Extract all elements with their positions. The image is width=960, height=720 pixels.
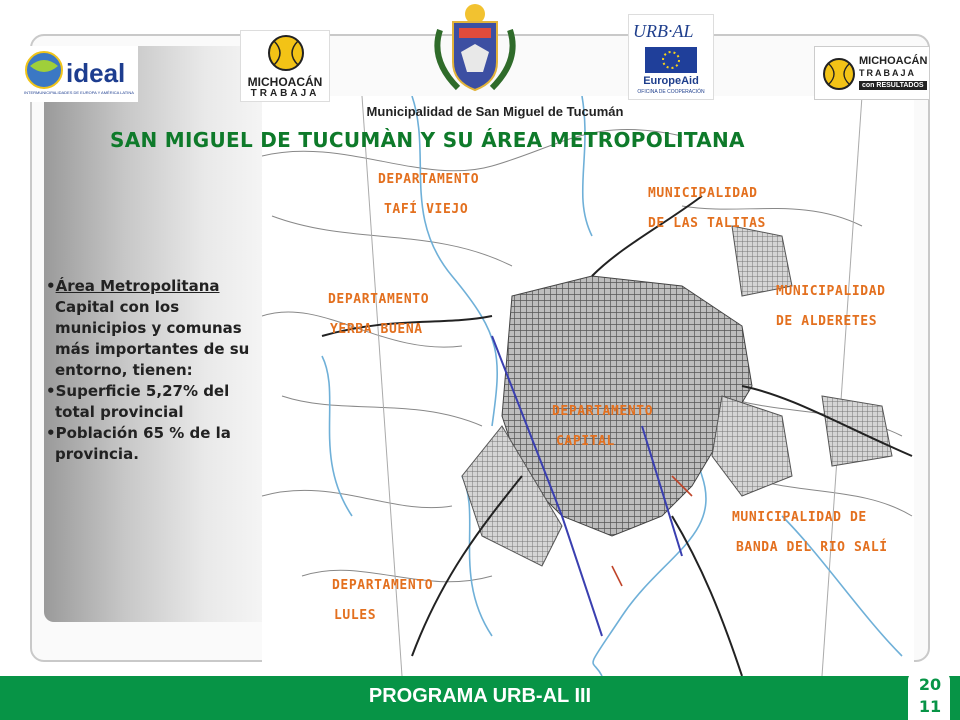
metro-area-summary <box>46 276 268 465</box>
program-name: PROGRAMA URB-AL III <box>368 685 592 707</box>
coat-of-arms-icon <box>428 0 522 96</box>
bullet-area-metropolitana: •Área Metropolitana Capital con los municipios y comunas más importantes de su entorno, tienen: <box>46 277 250 379</box>
label-lules-2: LULES <box>334 608 377 623</box>
europeaid-text: EuropeAid <box>643 75 699 87</box>
tucuman-coat-of-arms <box>428 0 522 96</box>
label-banda-rio-sali-2: BANDA DEL RIO SALÍ <box>736 540 888 555</box>
ideal-logo <box>22 46 138 102</box>
ideal-logo-subtext: INTERMUNICIPALIDADES DE EUROPA Y AMÉRICA LATINA <box>24 90 134 95</box>
michoacan-logo-line2: TRABAJA <box>250 88 320 99</box>
michoacan-logo-line1: MICHOACÁN <box>247 75 323 89</box>
bullet-body: Capital con los municipios y comunas más importantes de su entorno, tienen: <box>55 298 250 379</box>
bullet-superficie-text: Superficie 5,27% del total provincial <box>55 382 230 421</box>
label-las-talitas-1: MUNICIPALIDAD <box>648 186 758 201</box>
bullet-poblacion-text: Población 65 % de la provincia. <box>55 424 231 463</box>
label-capital-2: CAPITAL <box>556 434 615 449</box>
label-yerba-buena-1: DEPARTAMENTO <box>328 292 430 307</box>
tennis-ball-icon <box>821 56 857 92</box>
ideal-logo-text: ideal <box>66 58 126 88</box>
eu-flag-icon <box>645 47 697 73</box>
label-tafi-viejo-2: TAFÍ VIEJO <box>384 202 469 217</box>
label-lules-1: DEPARTAMENTO <box>332 578 434 593</box>
page-title: SAN MIGUEL DE TUCUMÀN Y SU ÁREA METROPOLITANA <box>110 128 745 152</box>
label-yerba-buena-2: YERBA BUENA <box>330 322 423 337</box>
bullet-superficie: •Superficie 5,27% del total provincial <box>46 382 230 421</box>
europeaid-subtext: OFICINA DE COOPERACIÓN <box>637 89 705 95</box>
michoacan-trabaja-logo <box>240 30 330 102</box>
label-alderetes-2: DE ALDERETES <box>776 314 878 329</box>
michoacan2-line3: con RESULTADOS <box>859 81 927 90</box>
year-label <box>912 674 948 718</box>
michoacan2-line2: TRABAJA <box>859 68 917 78</box>
urbal-logo-text: URB·AL <box>633 21 694 41</box>
michoacan-con-resultados-logo <box>814 46 930 100</box>
label-las-talitas-2: DE LAS TALITAS <box>648 216 766 231</box>
tennis-ball-icon <box>241 31 331 73</box>
municipality-name: Municipalidad de San Miguel de Tucumán <box>366 104 624 119</box>
label-tafi-viejo-1: DEPARTAMENTO <box>378 172 480 187</box>
year-bottom: 11 <box>918 697 942 716</box>
bullet-poblacion: •Población 65 % de la provincia. <box>46 424 231 463</box>
urbal-europeaid-logo <box>628 14 714 100</box>
michoacan2-line1: MICHOACÁN <box>859 55 928 67</box>
label-banda-rio-sali-1: MUNICIPALIDAD DE <box>732 510 867 525</box>
label-capital-1: DEPARTAMENTO <box>552 404 654 419</box>
year-top: 20 <box>918 675 942 694</box>
bullet-heading: Área Metropolitana <box>55 277 220 295</box>
label-alderetes-1: MUNICIPALIDAD <box>776 284 886 299</box>
